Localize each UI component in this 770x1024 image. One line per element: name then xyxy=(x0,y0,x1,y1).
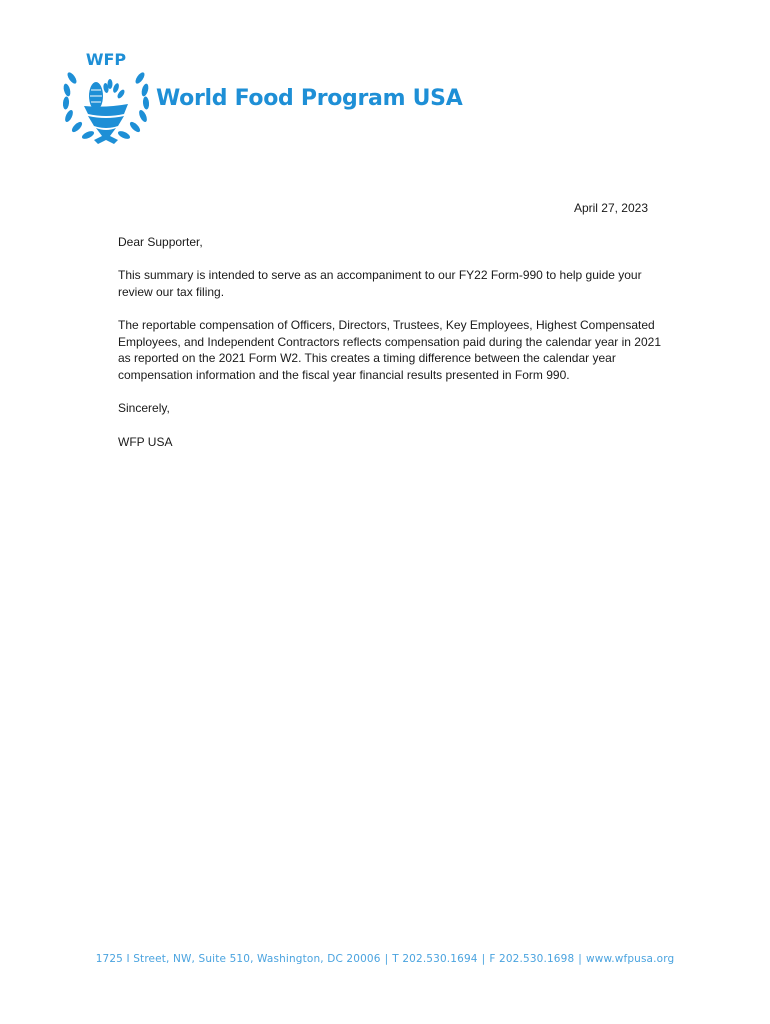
letter-paragraph-2: The reportable compensation of Officers, Directors, Trustees, Key Employees, Highest Compensated Employees, and Independent Contractors reflects compensation paid during the calendar year in 2021 as reported on the 2021 Form W2. This creates a timing difference between the calendar year compensation information and the fiscal year financial results presented in Form 990. xyxy=(118,318,662,382)
footer-phone: T 202.530.1694 xyxy=(392,953,478,965)
letter-paragraph-1: This summary is intended to serve as an accompaniment to our FY22 Form-990 to help guide your review our tax filing. xyxy=(118,268,642,299)
organization-name: World Food Program USA xyxy=(156,86,463,111)
wfp-logo xyxy=(58,48,463,152)
letter-date: April 27, 2023 xyxy=(573,201,648,215)
footer-address: 1725 I Street, NW, Suite 510, Washington, DC 20006 xyxy=(95,953,381,965)
letter-signature: WFP USA xyxy=(118,434,173,449)
letter-body xyxy=(118,200,666,467)
footer-fax: F 202.530.1698 xyxy=(489,953,575,965)
letter-closing: Sincerely, xyxy=(118,401,170,415)
footer-separator: | xyxy=(384,953,389,965)
footer-separator: | xyxy=(481,953,486,965)
wfp-abbrev: WFP xyxy=(85,50,127,69)
letterhead-footer xyxy=(0,953,770,965)
wfp-emblem-icon xyxy=(58,48,154,148)
footer-separator: | xyxy=(578,953,582,965)
letter-greeting: Dear Supporter, xyxy=(118,234,203,249)
footer-website: www.wfpusa.org xyxy=(586,953,675,965)
